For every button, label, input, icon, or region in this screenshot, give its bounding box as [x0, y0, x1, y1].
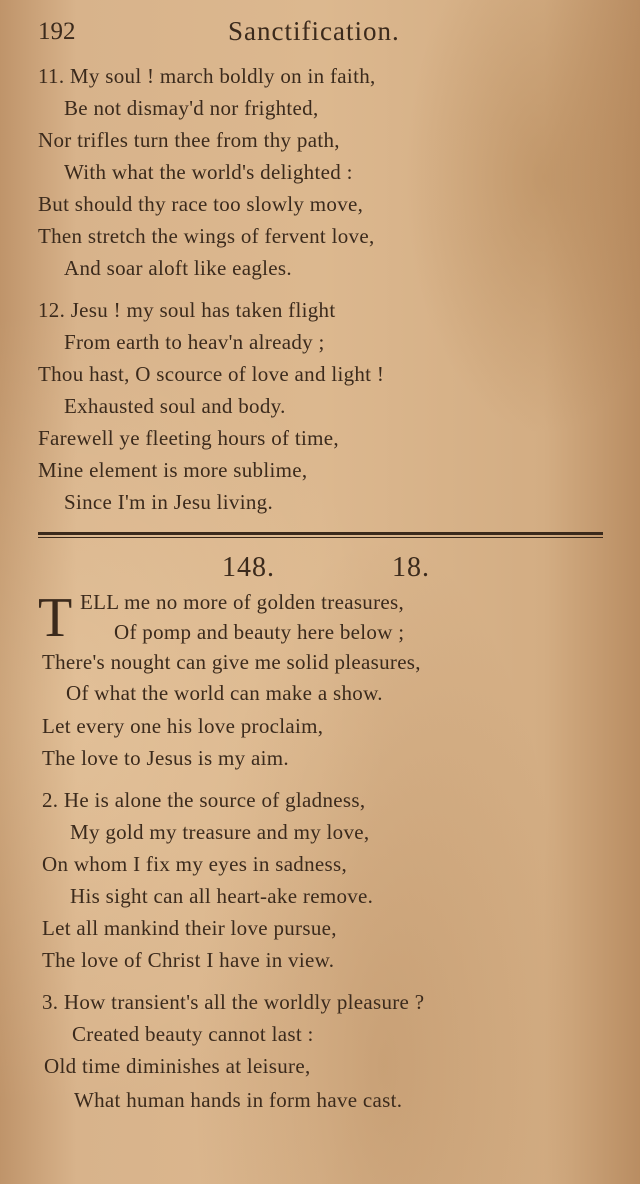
page-number: 192 [38, 18, 76, 45]
verse-line: Of what the world can make a show. [66, 681, 383, 705]
verse-line: 11. My soul ! march boldly on in faith, [38, 64, 376, 88]
verse-line: Be not dismay'd nor frighted, [64, 96, 319, 120]
verse-line: Old time diminishes at leisure, [44, 1054, 311, 1078]
verse-line: Of pomp and beauty here below ; [114, 620, 405, 644]
verse-line: And soar aloft like eagles. [64, 256, 292, 280]
verse-line: Since I'm in Jesu living. [64, 490, 274, 514]
verse-line: My gold my treasure and my love, [70, 820, 370, 844]
running-head: Sanctification. [228, 16, 400, 46]
divider-thin-line [38, 537, 603, 538]
verse-line: Let every one his love proclaim, [42, 714, 324, 738]
page-header [0, 16, 640, 50]
verse-line: But should thy race too slowly move, [38, 192, 364, 216]
verse-line: The love of Christ I have in view. [42, 948, 335, 972]
verse-line: 3. How transient's all the worldly pleasure ? [42, 990, 425, 1014]
verse-line: With what the world's delighted : [64, 160, 353, 184]
verse-line: Farewell ye fleeting hours of time, [38, 426, 339, 450]
verse-line: Nor trifles turn thee from thy path, [38, 128, 340, 152]
divider-thick-line [38, 532, 603, 535]
section-divider [38, 532, 603, 538]
drop-cap: T [38, 587, 73, 649]
verse-line: His sight can all heart-ake remove. [70, 884, 374, 908]
verse-line: On whom I fix my eyes in sadness, [42, 852, 348, 876]
verse-line: The love to Jesus is my aim. [42, 746, 289, 770]
verse-line: Thou hast, O scource of love and light ! [38, 362, 385, 386]
verse-line: Then stretch the wings of fervent love, [38, 224, 375, 248]
verse-line: From earth to heav'n already ; [64, 330, 325, 354]
verse-line: There's nought can give me solid pleasures, [42, 650, 421, 674]
verse-line: Mine element is more sublime, [38, 458, 308, 482]
verse-line: ELL me no more of golden treasures, [80, 590, 405, 614]
tune-number: 18. [392, 552, 430, 583]
verse-line: Exhausted soul and body. [64, 394, 286, 418]
verse-line: 2. He is alone the source of gladness, [42, 788, 366, 812]
verse-line: Created beauty cannot last : [72, 1022, 314, 1046]
hymn-number: 148. [222, 552, 275, 583]
verse-line: 12. Jesu ! my soul has taken flight [38, 298, 336, 322]
verse-line: Let all mankind their love pursue, [42, 916, 337, 940]
verse-line: What human hands in form have cast. [74, 1088, 403, 1112]
